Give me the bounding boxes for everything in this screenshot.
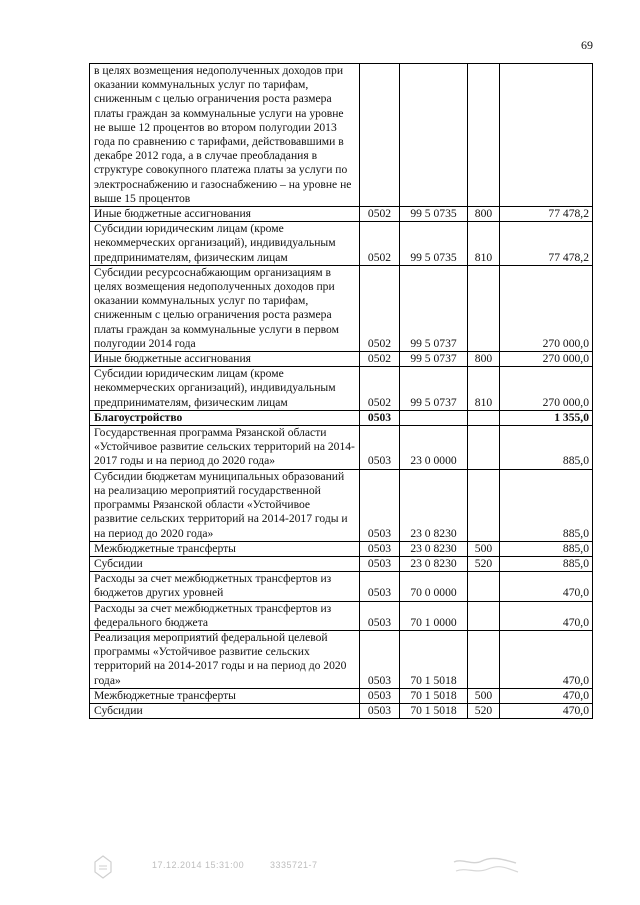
row-name-cell: Субсидии bbox=[90, 556, 360, 571]
row-expense-type-cell bbox=[468, 572, 500, 601]
row-expense-type-cell: 520 bbox=[468, 556, 500, 571]
row-target-article-cell bbox=[400, 410, 468, 425]
row-section-code-cell: 0502 bbox=[360, 207, 400, 222]
row-expense-type-cell bbox=[468, 601, 500, 630]
table-row bbox=[90, 426, 593, 470]
row-sum-cell: 270 000,0 bbox=[500, 265, 593, 351]
row-expense-type-cell: 810 bbox=[468, 367, 500, 411]
table-row bbox=[90, 541, 593, 556]
row-expense-type-cell: 500 bbox=[468, 688, 500, 703]
row-name-cell: Расходы за счет межбюджетных трансфертов из бюджетов других уровней bbox=[90, 572, 360, 601]
row-name-cell: Государственная программа Рязанской области «Устойчивое развитие сельских территорий на 2014-2017 годы и на период до 2020 года» bbox=[90, 426, 360, 470]
row-expense-type-cell bbox=[468, 64, 500, 207]
row-sum-cell: 885,0 bbox=[500, 469, 593, 541]
row-name-cell: Иные бюджетные ассигнования bbox=[90, 207, 360, 222]
row-target-article-cell: 99 5 0737 bbox=[400, 352, 468, 367]
budget-table bbox=[89, 63, 593, 719]
row-sum-cell: 470,0 bbox=[500, 688, 593, 703]
row-expense-type-cell bbox=[468, 265, 500, 351]
page-number: 69 bbox=[581, 38, 593, 52]
row-target-article-cell: 70 1 5018 bbox=[400, 630, 468, 688]
row-sum-cell: 470,0 bbox=[500, 572, 593, 601]
row-target-article-cell: 23 0 8230 bbox=[400, 469, 468, 541]
row-section-code-cell: 0503 bbox=[360, 601, 400, 630]
row-section-code-cell: 0503 bbox=[360, 703, 400, 718]
row-name-cell: Реализация мероприятий федеральной целевой программы «Устойчивое развитие сельских территорий на 2014-2017 годы и на период до 2020 года» bbox=[90, 630, 360, 688]
row-expense-type-cell: 800 bbox=[468, 352, 500, 367]
registration-stamp-icon bbox=[452, 856, 520, 878]
row-section-code-cell: 0503 bbox=[360, 688, 400, 703]
footer-document-id: 3335721-7 bbox=[270, 860, 318, 870]
row-section-code-cell: 0502 bbox=[360, 352, 400, 367]
row-expense-type-cell: 800 bbox=[468, 207, 500, 222]
row-section-code-cell: 0503 bbox=[360, 426, 400, 470]
row-sum-cell: 470,0 bbox=[500, 703, 593, 718]
row-name-cell: Субсидии bbox=[90, 703, 360, 718]
row-target-article-cell: 99 5 0735 bbox=[400, 207, 468, 222]
row-sum-cell: 77 478,2 bbox=[500, 207, 593, 222]
row-name-cell: Субсидии юридическим лицам (кроме некоммерческих организаций), индивидуальным предпринимателям, физическим лицам bbox=[90, 367, 360, 411]
row-section-code-cell: 0503 bbox=[360, 469, 400, 541]
table-row bbox=[90, 222, 593, 266]
row-expense-type-cell: 810 bbox=[468, 222, 500, 266]
table-row bbox=[90, 265, 593, 351]
row-target-article-cell: 99 5 0735 bbox=[400, 222, 468, 266]
row-expense-type-cell bbox=[468, 410, 500, 425]
row-sum-cell: 1 355,0 bbox=[500, 410, 593, 425]
row-sum-cell: 470,0 bbox=[500, 601, 593, 630]
row-name-cell: Субсидии юридическим лицам (кроме некоммерческих организаций), индивидуальным предпринимателям, физическим лицам bbox=[90, 222, 360, 266]
row-sum-cell: 77 478,2 bbox=[500, 222, 593, 266]
table-row bbox=[90, 630, 593, 688]
document-seal-icon bbox=[93, 854, 113, 880]
row-target-article-cell: 99 5 0737 bbox=[400, 265, 468, 351]
table-row bbox=[90, 469, 593, 541]
table-row bbox=[90, 410, 593, 425]
row-section-code-cell bbox=[360, 64, 400, 207]
row-name-cell: Субсидии ресурсоснабжающим организациям в целях возмещения недополученных доходов при оказании коммунальных услуг по тарифам, сниженным с целью ограничения роста размера платы граждан за коммунальные услуги в первом полугодии 2014 года bbox=[90, 265, 360, 351]
footer-timestamp: 17.12.2014 15:31:00 bbox=[152, 860, 245, 870]
table-row bbox=[90, 688, 593, 703]
row-section-code-cell: 0502 bbox=[360, 222, 400, 266]
row-section-code-cell: 0502 bbox=[360, 265, 400, 351]
row-expense-type-cell bbox=[468, 630, 500, 688]
row-expense-type-cell: 520 bbox=[468, 703, 500, 718]
row-target-article-cell: 70 0 0000 bbox=[400, 572, 468, 601]
row-section-code-cell: 0503 bbox=[360, 541, 400, 556]
row-section-code-cell: 0503 bbox=[360, 556, 400, 571]
row-target-article-cell: 23 0 8230 bbox=[400, 556, 468, 571]
row-target-article-cell: 70 1 0000 bbox=[400, 601, 468, 630]
table-row bbox=[90, 207, 593, 222]
table-row bbox=[90, 601, 593, 630]
row-target-article-cell: 70 1 5018 bbox=[400, 703, 468, 718]
row-sum-cell: 270 000,0 bbox=[500, 352, 593, 367]
row-target-article-cell: 70 1 5018 bbox=[400, 688, 468, 703]
row-name-cell: в целях возмещения недополученных доходов при оказании коммунальных услуг по тарифам, сниженным с целью ограничения роста размера платы граждан за коммунальные услуги на уровне не выше 12 процентов во втором полугодии 2013 года по сравнению с тарифами, действовавшими в декабре 2012 года, а в случае преобладания в структуре совокупного платежа платы за услуги по электроснабжению и газоснабжению – на уровне не выше 15 процентов bbox=[90, 64, 360, 207]
budget-table-body bbox=[90, 64, 593, 719]
row-sum-cell: 270 000,0 bbox=[500, 367, 593, 411]
row-name-cell: Благоустройство bbox=[90, 410, 360, 425]
table-row bbox=[90, 352, 593, 367]
row-name-cell: Межбюджетные трансферты bbox=[90, 541, 360, 556]
row-target-article-cell: 23 0 0000 bbox=[400, 426, 468, 470]
row-section-code-cell: 0503 bbox=[360, 572, 400, 601]
table-row bbox=[90, 703, 593, 718]
row-expense-type-cell bbox=[468, 469, 500, 541]
row-section-code-cell: 0503 bbox=[360, 410, 400, 425]
row-expense-type-cell bbox=[468, 426, 500, 470]
row-sum-cell: 470,0 bbox=[500, 630, 593, 688]
row-expense-type-cell: 500 bbox=[468, 541, 500, 556]
row-name-cell: Субсидии бюджетам муниципальных образований на реализацию мероприятий государственной программы Рязанской области «Устойчивое развитие сельских территорий на 2014-2017 годы и на период до 2020 года» bbox=[90, 469, 360, 541]
row-section-code-cell: 0503 bbox=[360, 630, 400, 688]
footer bbox=[0, 852, 640, 892]
row-name-cell: Межбюджетные трансферты bbox=[90, 688, 360, 703]
row-sum-cell: 885,0 bbox=[500, 426, 593, 470]
table-row bbox=[90, 367, 593, 411]
row-target-article-cell: 99 5 0737 bbox=[400, 367, 468, 411]
row-sum-cell bbox=[500, 64, 593, 207]
row-sum-cell: 885,0 bbox=[500, 541, 593, 556]
table-row bbox=[90, 64, 593, 207]
row-name-cell: Иные бюджетные ассигнования bbox=[90, 352, 360, 367]
row-target-article-cell bbox=[400, 64, 468, 207]
row-section-code-cell: 0502 bbox=[360, 367, 400, 411]
row-target-article-cell: 23 0 8230 bbox=[400, 541, 468, 556]
table-row bbox=[90, 572, 593, 601]
row-name-cell: Расходы за счет межбюджетных трансфертов из федерального бюджета bbox=[90, 601, 360, 630]
table-row bbox=[90, 556, 593, 571]
row-sum-cell: 885,0 bbox=[500, 556, 593, 571]
